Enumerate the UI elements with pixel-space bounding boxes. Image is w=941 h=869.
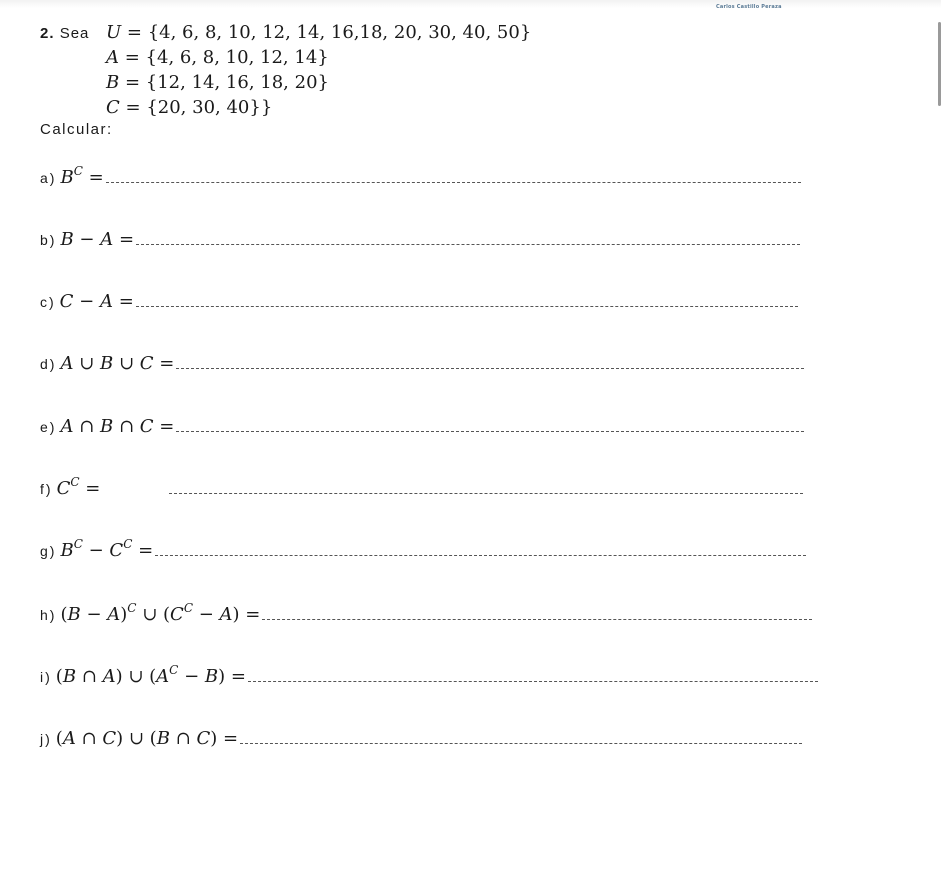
answer-blank-line[interactable] — [248, 680, 818, 682]
exercise-item — [40, 222, 800, 252]
exercise-label: e) — [40, 419, 57, 435]
exercise-expression: B − A = — [60, 229, 135, 250]
exercise-label: j) — [40, 731, 52, 747]
exercise-expression: A ∪ B ∪ C = — [60, 353, 175, 374]
exercise-expression: A ∩ B ∩ C = — [60, 416, 175, 437]
answer-blank-line[interactable] — [169, 492, 803, 494]
exercise-item — [40, 284, 798, 314]
answer-blank-line[interactable] — [136, 305, 798, 307]
set-u-definition: U = {4, 6, 8, 10, 12, 14, 16,18, 20, 30, 40, 50} — [106, 22, 532, 43]
exercise-expression: (A ∩ C) ∪ (B ∩ C) = — [55, 728, 239, 749]
exercise-item — [40, 346, 804, 376]
set-row-u — [40, 22, 531, 47]
answer-blank-line[interactable] — [176, 430, 804, 432]
problem-number: 2. Sea — [40, 25, 90, 42]
set-c-definition: C = {20, 30, 40}} — [106, 97, 273, 118]
exercise-label: f) — [40, 481, 53, 497]
exercise-item — [40, 659, 818, 689]
exercise-item — [40, 409, 804, 439]
problem-statement — [40, 22, 531, 122]
exercise-expression: $B^C - C^C$ = — [60, 537, 154, 561]
set-b-definition: B = {12, 14, 16, 18, 20} — [106, 72, 329, 93]
school-logo-text: Carlos Castillo Peraza — [716, 4, 782, 10]
exercise-expression: $B^C$ = — [60, 164, 104, 188]
exercise-item — [40, 721, 802, 751]
exercise-item — [40, 597, 812, 627]
instruction-label: Calcular: — [40, 121, 113, 138]
exercise-label: g) — [40, 543, 57, 559]
page-header-strip — [0, 0, 941, 8]
answer-blank-line[interactable] — [176, 367, 804, 369]
exercise-label: a) — [40, 170, 57, 186]
answer-blank-line[interactable] — [262, 618, 812, 620]
answer-blank-line[interactable] — [240, 742, 802, 744]
exercise-expression: C − A = — [59, 291, 134, 312]
exercise-label: b) — [40, 232, 57, 248]
set-row-a — [40, 47, 531, 72]
answer-blank-line[interactable] — [106, 181, 801, 183]
exercise-label: c) — [40, 294, 56, 310]
set-row-b — [40, 72, 531, 97]
exercise-expression: $(B - A)^C$ ∪ $(C^C - A)$ = — [60, 601, 261, 625]
exercise-item — [40, 160, 801, 190]
exercise-item — [40, 471, 803, 501]
exercise-label: i) — [40, 669, 52, 685]
exercise-expression: $C^C$ = — [56, 475, 101, 499]
set-row-c — [40, 97, 531, 122]
exercise-item — [40, 533, 806, 563]
exercise-label: d) — [40, 356, 57, 372]
answer-blank-line[interactable] — [136, 243, 800, 245]
exercise-expression: (B ∩ A) ∪ $(A^C - B)$ = — [55, 663, 246, 687]
answer-blank-line[interactable] — [155, 554, 806, 556]
exercise-label: h) — [40, 607, 57, 623]
set-a-definition: A = {4, 6, 8, 10, 12, 14} — [106, 47, 329, 68]
